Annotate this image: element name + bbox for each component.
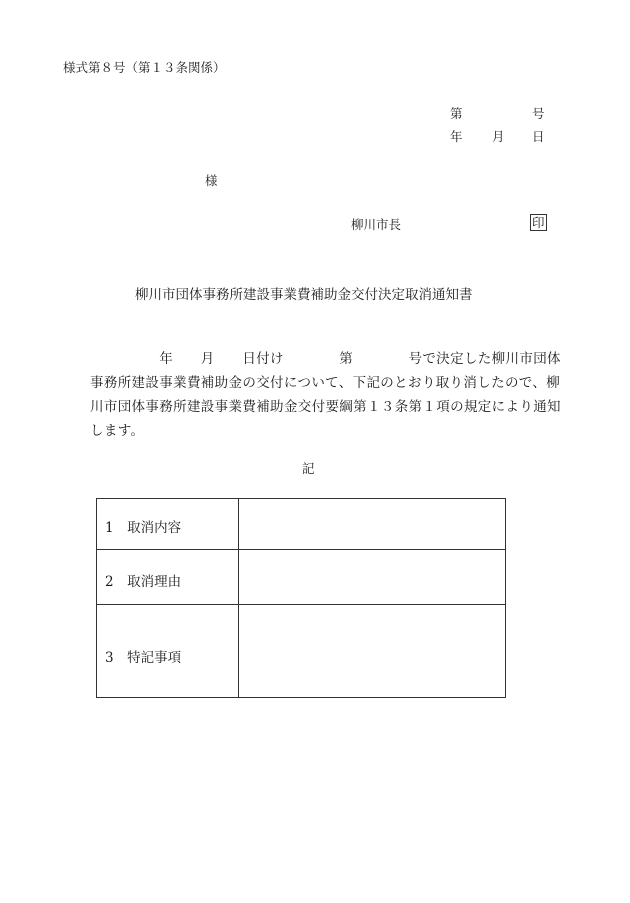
body-line: します。 (90, 423, 145, 439)
document-title: 柳川市団体事務所建設事業費補助金交付決定取消通知書 (135, 287, 473, 303)
doc-number-suffix: 号 (532, 106, 545, 121)
date-year: 年 (450, 129, 463, 144)
details-table (96, 498, 506, 698)
seal-mark: 印 (532, 215, 545, 230)
table-row (97, 549, 505, 604)
body-line: 川市団体事務所建設事業費補助金交付要綱第１３条第１項の規定により通知 (90, 399, 561, 415)
body-line: 事務所建設事業費補助金の交付について、下記のとおり取り消したので、柳 (90, 375, 561, 391)
sender-name: 柳川市長 (351, 217, 402, 232)
date-month: 月 (492, 129, 505, 144)
body-line: 年 月 日付け 第 号で決定した柳川市団体 (90, 351, 561, 367)
doc-number-prefix: 第 (450, 106, 463, 121)
table-row (97, 604, 505, 697)
table-row (97, 499, 505, 549)
addressee-honorific: 様 (205, 173, 218, 188)
row-label-cancel-content: 1 取消内容 (105, 520, 182, 536)
date-day: 日 (532, 129, 545, 144)
row-label-special-notes: 3 特記事項 (105, 650, 182, 666)
form-number: 様式第８号（第１３条関係） (63, 60, 226, 75)
body-text (90, 347, 561, 443)
ki-heading: 記 (302, 461, 315, 476)
row-label-cancel-reason: 2 取消理由 (105, 574, 182, 590)
